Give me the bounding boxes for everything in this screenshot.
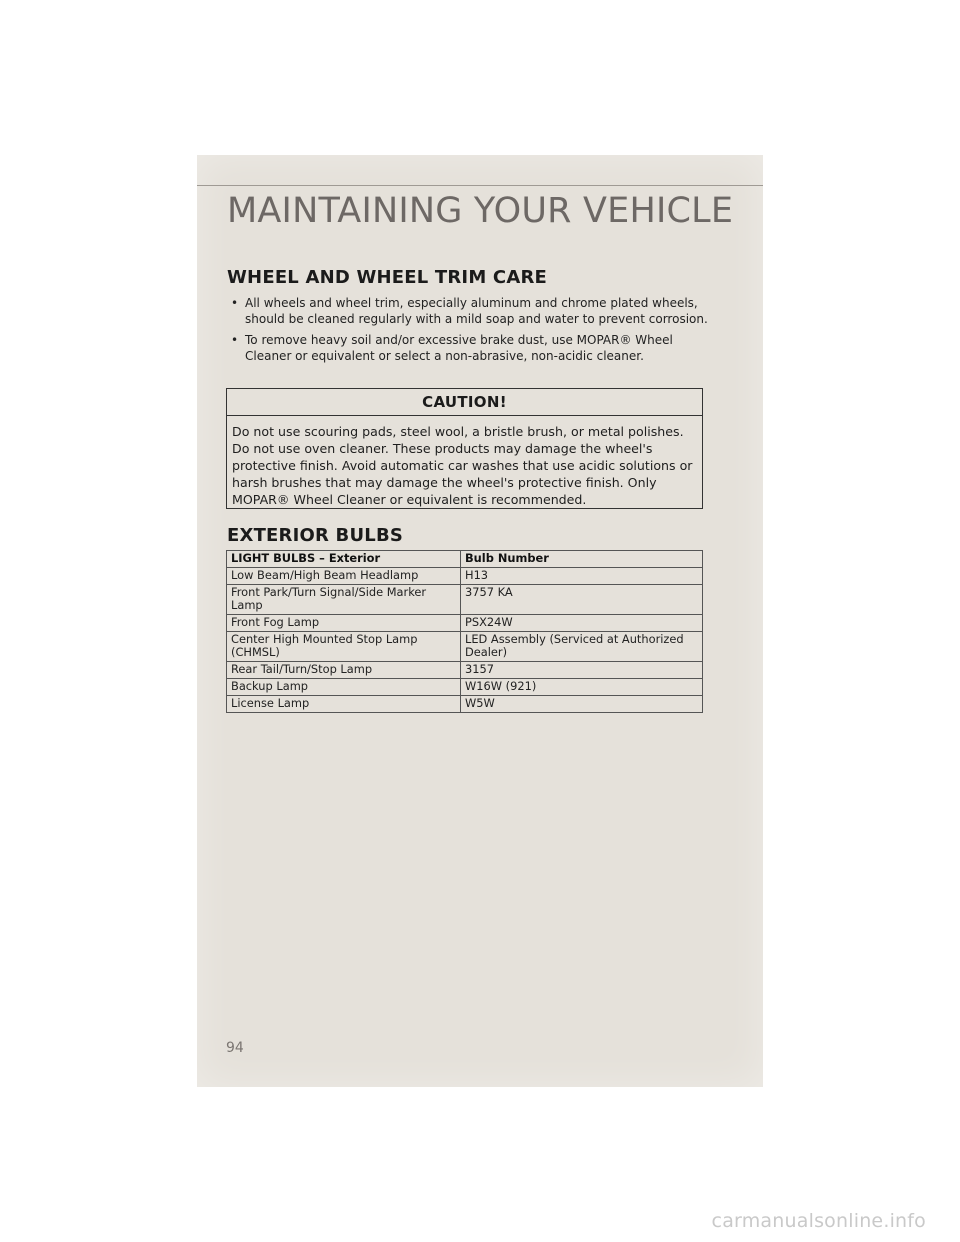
watermark: carmanualsonline.info [711, 1210, 926, 1232]
table-row [227, 568, 703, 585]
table-row [227, 632, 703, 662]
table-cell: LED Assembly (Serviced at Authorized Dealer) [461, 632, 703, 662]
table-cell: Front Fog Lamp [227, 615, 461, 632]
list-item [228, 332, 708, 364]
table-cell: Front Park/Turn Signal/Side Marker Lamp [227, 585, 461, 615]
table-cell: W16W (921) [461, 679, 703, 696]
bullet-text: To remove heavy soil and/or excessive brake dust, use MOPAR® Wheel Cleaner or equivalent or select a non-abrasive, non-acidic cleaner. [245, 333, 673, 363]
wheel-care-list [228, 295, 708, 369]
table-row [227, 662, 703, 679]
bullet-text: All wheels and wheel trim, especially aluminum and chrome plated wheels, should be cleaned regularly with a mild soap and water to prevent corrosion. [245, 296, 708, 326]
caution-box [226, 388, 703, 509]
bullet-marker: • [231, 333, 239, 347]
table-cell: H13 [461, 568, 703, 585]
table-row [227, 679, 703, 696]
page-number: 94 [226, 1040, 244, 1056]
column-header: LIGHT BULBS – Exterior [227, 551, 461, 568]
list-item [228, 295, 708, 327]
bullet-marker: • [231, 296, 239, 310]
table-row [227, 615, 703, 632]
table-row [227, 696, 703, 713]
table-cell: W5W [461, 696, 703, 713]
table-row [227, 585, 703, 615]
table-cell: 3757 KA [461, 585, 703, 615]
caution-title: CAUTION! [227, 389, 702, 416]
column-header: Bulb Number [461, 551, 703, 568]
table-cell: PSX24W [461, 615, 703, 632]
bulb-table [226, 550, 703, 713]
table-cell: Rear Tail/Turn/Stop Lamp [227, 662, 461, 679]
exterior-bulbs-heading: EXTERIOR BULBS [227, 525, 404, 546]
table-cell: 3157 [461, 662, 703, 679]
table-cell: Center High Mounted Stop Lamp (CHMSL) [227, 632, 461, 662]
wheel-care-heading: WHEEL AND WHEEL TRIM CARE [227, 267, 548, 288]
manual-page [197, 155, 763, 1087]
table-header-row [227, 551, 703, 568]
section-title: MAINTAINING YOUR VEHICLE [227, 191, 734, 231]
table-cell: License Lamp [227, 696, 461, 713]
table-cell: Low Beam/High Beam Headlamp [227, 568, 461, 585]
caution-text: Do not use scouring pads, steel wool, a bristle brush, or metal polishes. Do not use oven cleaner. These products may damage the wheel's protective finish. Avoid automatic car washes that use acidic solutions or harsh brushes that may damage the wheel's protective finish. Only MOPAR® Wheel Cleaner or equivalent is recommended. [232, 424, 693, 507]
table-cell: Backup Lamp [227, 679, 461, 696]
header-rule [197, 185, 763, 186]
